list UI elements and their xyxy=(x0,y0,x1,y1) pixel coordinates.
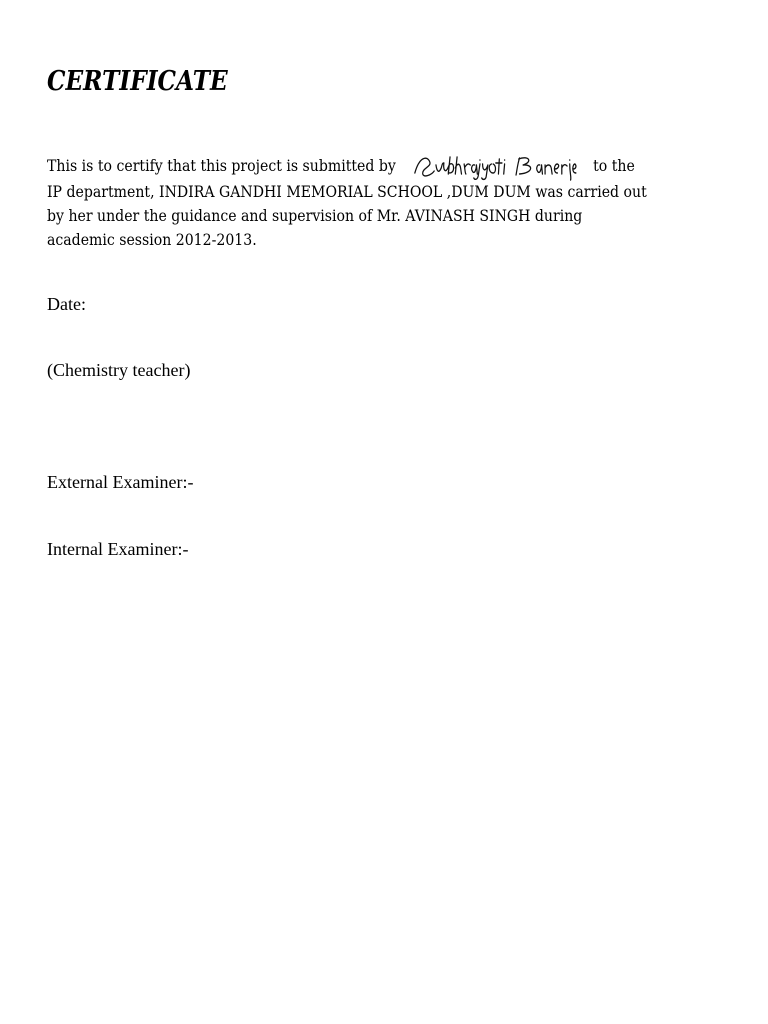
certificate-title: CERTIFICATE xyxy=(47,66,228,97)
certification-line-4: academic session 2012-2013. xyxy=(47,230,257,249)
internal-examiner-label: Internal Examiner:- xyxy=(47,539,189,559)
certification-line-3: by her under the guidance and supervision of Mr. AVINASH SINGH during xyxy=(47,206,583,225)
certification-paragraph xyxy=(47,152,727,252)
date-label: Date: xyxy=(47,294,86,314)
external-examiner-label: External Examiner:- xyxy=(47,472,194,492)
chemistry-teacher-label: (Chemistry teacher) xyxy=(47,360,191,380)
certification-line-1 xyxy=(47,152,645,180)
certification-line-2: IP department, INDIRA GANDHI MEMORIAL SCHOOL ,DUM DUM was carried out xyxy=(47,182,647,201)
student-signature xyxy=(411,153,578,181)
certification-text-to-the: to the xyxy=(593,156,635,175)
certification-text-start: This is to certify that this project is submitted by xyxy=(47,156,396,175)
